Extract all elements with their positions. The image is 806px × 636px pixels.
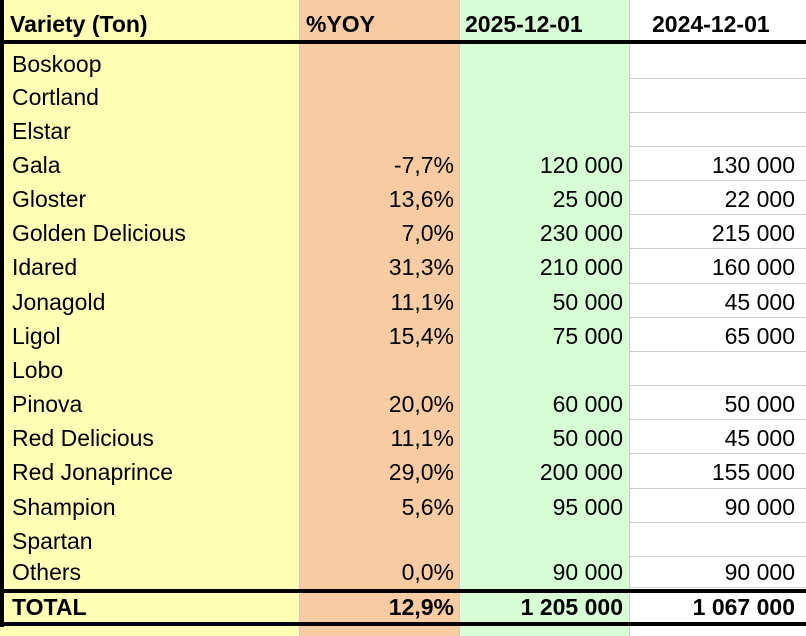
table-row xyxy=(0,353,806,387)
variety-cell: Idared xyxy=(12,254,78,280)
variety-cell: Ligol xyxy=(12,323,61,349)
table-row xyxy=(0,47,806,81)
value-2024-cell: 45 000 xyxy=(724,289,795,315)
variety-cell: Shampion xyxy=(12,494,116,520)
table-row xyxy=(0,490,806,524)
yoy-cell: 29,0% xyxy=(388,459,454,485)
variety-cell: Pinova xyxy=(12,391,83,417)
value-2024-cell: 160 000 xyxy=(711,254,795,280)
total-label: TOTAL xyxy=(12,594,87,620)
yoy-cell: 0,0% xyxy=(401,559,454,585)
value-2024-cell: 90 000 xyxy=(724,559,795,585)
value-2025-cell: 75 000 xyxy=(552,323,623,349)
variety-cell: Others xyxy=(12,559,82,585)
total-yoy: 12,9% xyxy=(388,594,454,620)
table-row xyxy=(0,114,806,148)
variety-cell: Red Delicious xyxy=(12,425,154,451)
table-row xyxy=(0,524,806,558)
value-2025-cell: 50 000 xyxy=(552,425,623,451)
value-2024-cell: 130 000 xyxy=(711,152,795,178)
variety-cell: Red Jonaprince xyxy=(12,459,174,485)
value-2025-cell: 90 000 xyxy=(552,559,623,585)
value-2025-cell: 210 000 xyxy=(539,254,623,280)
yoy-cell: 13,6% xyxy=(388,186,454,212)
total-2025: 1 205 000 xyxy=(520,594,623,620)
header-row xyxy=(0,7,806,41)
variety-cell: Cortland xyxy=(12,84,99,110)
header-variety: Variety (Ton) xyxy=(10,11,148,37)
header-date-2024: 2024-12-01 xyxy=(652,11,770,37)
yoy-cell: -7,7% xyxy=(393,152,454,178)
table-row xyxy=(0,80,806,114)
variety-cell: Golden Delicious xyxy=(12,220,186,246)
header-date-2025: 2025-12-01 xyxy=(465,11,583,37)
variety-cell: Boskoop xyxy=(12,51,102,77)
value-2024-cell: 215 000 xyxy=(711,220,795,246)
value-2025-cell: 60 000 xyxy=(552,391,623,417)
table-row xyxy=(0,285,806,319)
value-2025-cell: 120 000 xyxy=(539,152,623,178)
table-row xyxy=(0,421,806,455)
total-row xyxy=(0,590,806,624)
table-row xyxy=(0,455,806,489)
table-row xyxy=(0,555,806,589)
value-2024-cell: 155 000 xyxy=(711,459,795,485)
value-2025-cell: 200 000 xyxy=(539,459,623,485)
yoy-cell: 11,1% xyxy=(390,289,454,315)
yoy-cell: 7,0% xyxy=(401,220,454,246)
total-2024: 1 067 000 xyxy=(692,594,795,620)
table-row xyxy=(0,250,806,284)
value-2024-cell: 45 000 xyxy=(724,425,795,451)
variety-cell: Jonagold xyxy=(12,289,106,315)
variety-cell: Gloster xyxy=(12,186,87,212)
value-2024-cell: 65 000 xyxy=(724,323,795,349)
value-2025-cell: 95 000 xyxy=(552,494,623,520)
table-row xyxy=(0,216,806,250)
value-2025-cell: 25 000 xyxy=(552,186,623,212)
yoy-cell: 5,6% xyxy=(401,494,454,520)
yoy-cell: 11,1% xyxy=(390,425,454,451)
table-row xyxy=(0,182,806,216)
variety-cell: Gala xyxy=(12,152,61,178)
value-2025-cell: 50 000 xyxy=(552,289,623,315)
header-yoy: %YOY xyxy=(306,11,376,37)
yoy-cell: 20,0% xyxy=(388,391,454,417)
table-row xyxy=(0,387,806,421)
variety-cell: Lobo xyxy=(12,357,64,383)
yoy-cell: 31,3% xyxy=(388,254,454,280)
value-2025-cell: 230 000 xyxy=(539,220,623,246)
value-2024-cell: 22 000 xyxy=(724,186,795,212)
variety-cell: Elstar xyxy=(12,118,71,144)
variety-cell: Spartan xyxy=(12,528,93,554)
table-row xyxy=(0,148,806,182)
value-2024-cell: 90 000 xyxy=(724,494,795,520)
table-row xyxy=(0,319,806,353)
value-2024-cell: 50 000 xyxy=(724,391,795,417)
yoy-cell: 15,4% xyxy=(388,323,454,349)
